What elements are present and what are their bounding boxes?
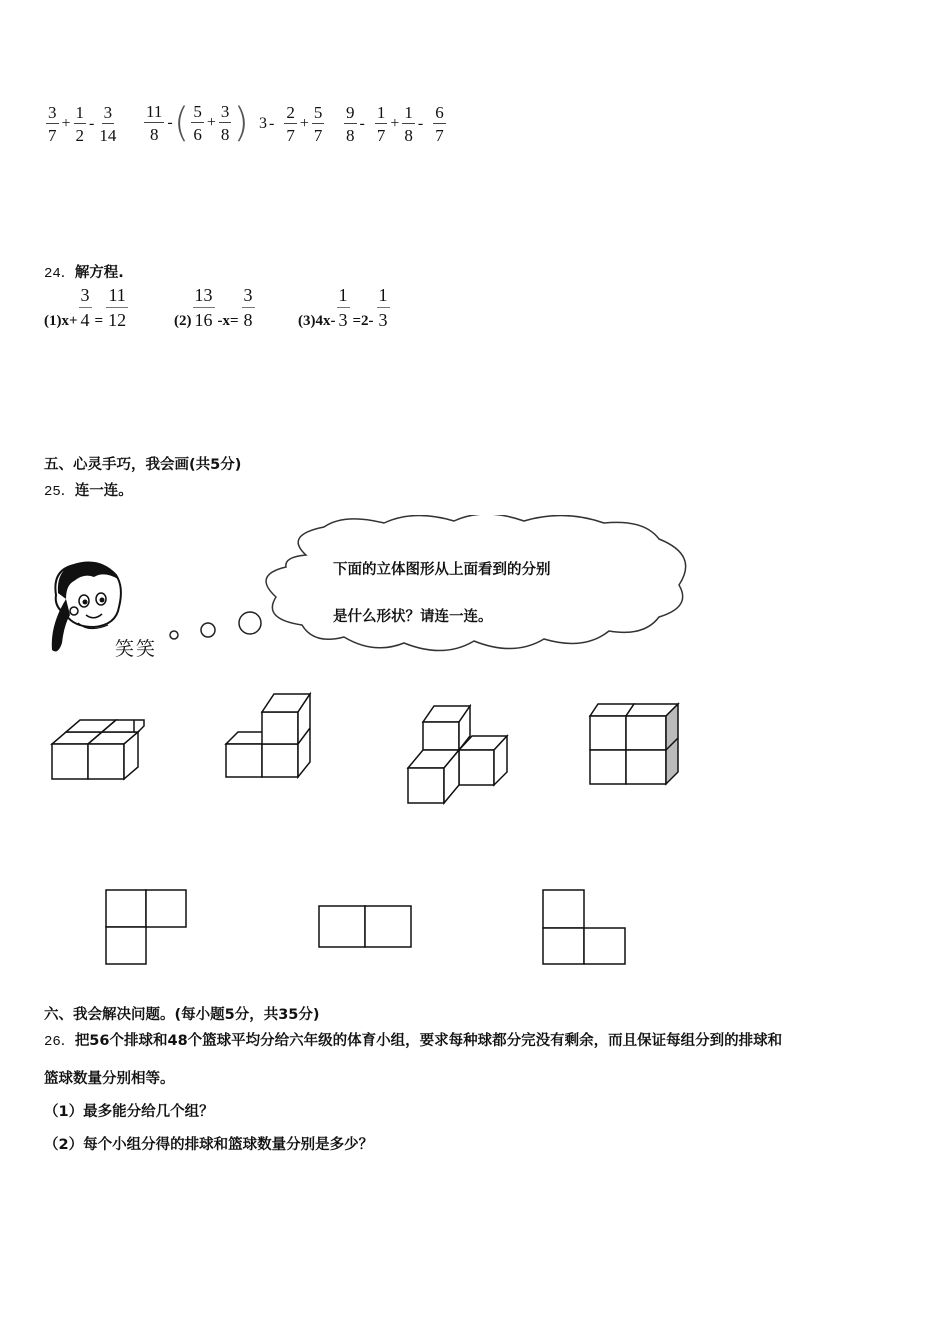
- girl-character-icon: [52, 563, 121, 652]
- equation-2: (2) $\frac{13}{16}$ -x= $\frac{3}{8}$: [174, 285, 253, 330]
- expression-2: $\frac{11}{8}$ - ( $\frac{5}{6}$ + $\frac{3}{8}$ ): [146, 100, 249, 146]
- left-parenthesis: (: [173, 100, 190, 146]
- solid-3: [408, 706, 507, 803]
- equation-1: (1)x+ $\frac{3}{4}$ = $\frac{11}{12}$: [44, 285, 127, 330]
- top-view-shapes: [100, 885, 640, 970]
- right-parenthesis: ): [233, 100, 249, 146]
- character-name: 笑笑: [115, 638, 158, 660]
- question-26-line-2: 篮球数量分别相等。: [44, 1071, 175, 1087]
- expression-3: 3 - $\frac{2}{7}$ + $\frac{5}{7}$: [259, 103, 323, 145]
- equation-3: (3)4x- $\frac{1}{3}$ =2- $\frac{1}{3}$: [298, 285, 388, 330]
- solid-1: [52, 720, 144, 779]
- solid-2: [226, 694, 310, 777]
- question-24-heading: 24．解方程.: [44, 265, 124, 282]
- solid-4: [590, 704, 678, 784]
- bubble-text-line-2: 是什么形状？请连一连。: [333, 609, 493, 625]
- bubble-text-line-1: 下面的立体图形从上面看到的分别: [333, 562, 551, 578]
- top-view-shape-2: [319, 906, 411, 947]
- section-5-title: 五、心灵手巧，我会画(共5分): [44, 457, 242, 473]
- expression-4: $\frac{9}{8}$ - $\frac{1}{7}$ + $\frac{1}{8}$ - $\frac{6}{7}$: [346, 103, 444, 145]
- expression-1: $\frac{3}{7}$ + $\frac{1}{2}$ - $\frac{3}{14}$: [48, 103, 117, 145]
- solid-figures: [44, 690, 694, 810]
- question-26-sub-2: （2）每个小组分得的排球和篮球数量分别是多少？: [44, 1137, 374, 1153]
- cloud-icon: [266, 515, 686, 651]
- question-25-heading: 25．连一连。: [44, 483, 133, 500]
- section-6-title: 六、我会解决问题。(每小题5分，共35分): [44, 1007, 320, 1023]
- question-26-line-1: 26．把56个排球和48个篮球平均分给六年级的体育小组，要求每种球都分完没有剩余，而且保证每组分到的排球和: [44, 1033, 783, 1050]
- top-view-shape-1: [106, 890, 186, 964]
- question-26-sub-1: （1）最多能分给几个组？: [44, 1104, 214, 1120]
- top-view-shape-3: [543, 890, 625, 964]
